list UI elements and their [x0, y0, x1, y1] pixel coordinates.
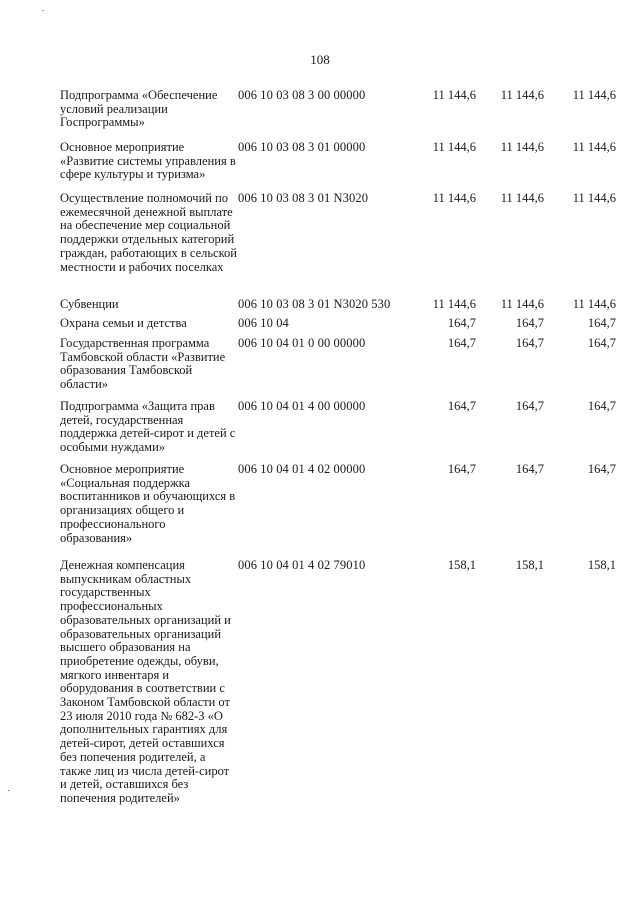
row-value-3: 158,1	[587, 558, 616, 572]
row-value-3: 11 144,6	[572, 191, 616, 205]
row-value-2: 158,1	[515, 558, 544, 572]
row-code: 006 10 03 08 3 01 N3020 530	[238, 297, 391, 311]
row-code: 006 10 03 08 3 01 00000	[238, 140, 366, 154]
row-value-3: 11 144,6	[572, 297, 616, 311]
row-name: Охрана семьи и детства	[60, 316, 187, 330]
row-code: 006 10 03 08 3 01 N3020	[238, 191, 369, 205]
row-name: Денежная компенсация выпускникам областных государственных профессиональных образовательных организаций и образовательных организаций высшего образования на приобретение одежды, обуви, мягкого инвентаря и оборудования в соответствии с Законом Тамбовской области от 23 июля 2010 года № 682-З «О дополнительных гарантиях для детей-сирот, детей оставшихся без попечения родителей, а также лиц из числа детей-сирот и детей, оставшихся без попечения родителей»	[60, 558, 231, 805]
row-value-2: 11 144,6	[500, 88, 544, 102]
row-code: 006 10 04 01 4 02 00000	[238, 462, 366, 476]
row-value-3: 11 144,6	[572, 140, 616, 154]
row-name: Государственная программа Тамбовской области «Развитие образования Тамбовской области»	[60, 336, 226, 392]
row-name: Осуществление полномочий по ежемесячной денежной выплате на обеспечение мер социальной поддержки отдельных категорий граждан, работающих в сельской местности и рабочих поселках	[60, 191, 237, 274]
row-value-3: 164,7	[587, 316, 616, 330]
row-value-2: 11 144,6	[500, 191, 544, 205]
row-value-1: 164,7	[447, 336, 476, 350]
row-value-1: 164,7	[447, 316, 476, 330]
row-value-3: 164,7	[587, 462, 616, 476]
row-value-2: 11 144,6	[500, 297, 544, 311]
row-code: 006 10 03 08 3 00 00000	[238, 88, 366, 102]
row-value-1: 164,7	[447, 462, 476, 476]
row-value-3: 164,7	[587, 336, 616, 350]
row-value-2: 164,7	[515, 336, 544, 350]
row-value-2: 11 144,6	[500, 140, 544, 154]
row-value-1: 164,7	[447, 399, 476, 413]
row-value-2: 164,7	[515, 399, 544, 413]
scan-mark	[8, 790, 10, 791]
row-value-2: 164,7	[515, 462, 544, 476]
row-value-2: 164,7	[515, 316, 544, 330]
row-value-1: 11 144,6	[432, 297, 476, 311]
row-name: Субвенции	[60, 297, 119, 311]
scan-mark	[42, 10, 44, 11]
row-name: Основное мероприятие «Социальная поддержка воспитанников и обучающихся в организациях общего и профессионального образования»	[60, 462, 236, 545]
row-name: Основное мероприятие «Развитие системы управления в сфере культуры и туризма»	[60, 140, 236, 182]
row-value-1: 158,1	[447, 558, 476, 572]
row-value-3: 11 144,6	[572, 88, 616, 102]
row-name: Подпрограмма «Обеспечение условий реализации Госпрограммы»	[60, 88, 218, 130]
row-value-1: 11 144,6	[432, 88, 476, 102]
row-value-1: 11 144,6	[432, 140, 476, 154]
row-code: 006 10 04 01 4 00 00000	[238, 399, 366, 413]
row-code: 006 10 04	[238, 316, 289, 330]
row-value-1: 11 144,6	[432, 191, 476, 205]
row-code: 006 10 04 01 4 02 79010	[238, 558, 366, 572]
page-number: 108	[310, 52, 330, 67]
row-code: 006 10 04 01 0 00 00000	[238, 336, 366, 350]
row-value-3: 164,7	[587, 399, 616, 413]
row-name: Подпрограмма «Защита прав детей, государственная поддержка детей-сирот и детей с особыми нуждами»	[60, 399, 236, 455]
